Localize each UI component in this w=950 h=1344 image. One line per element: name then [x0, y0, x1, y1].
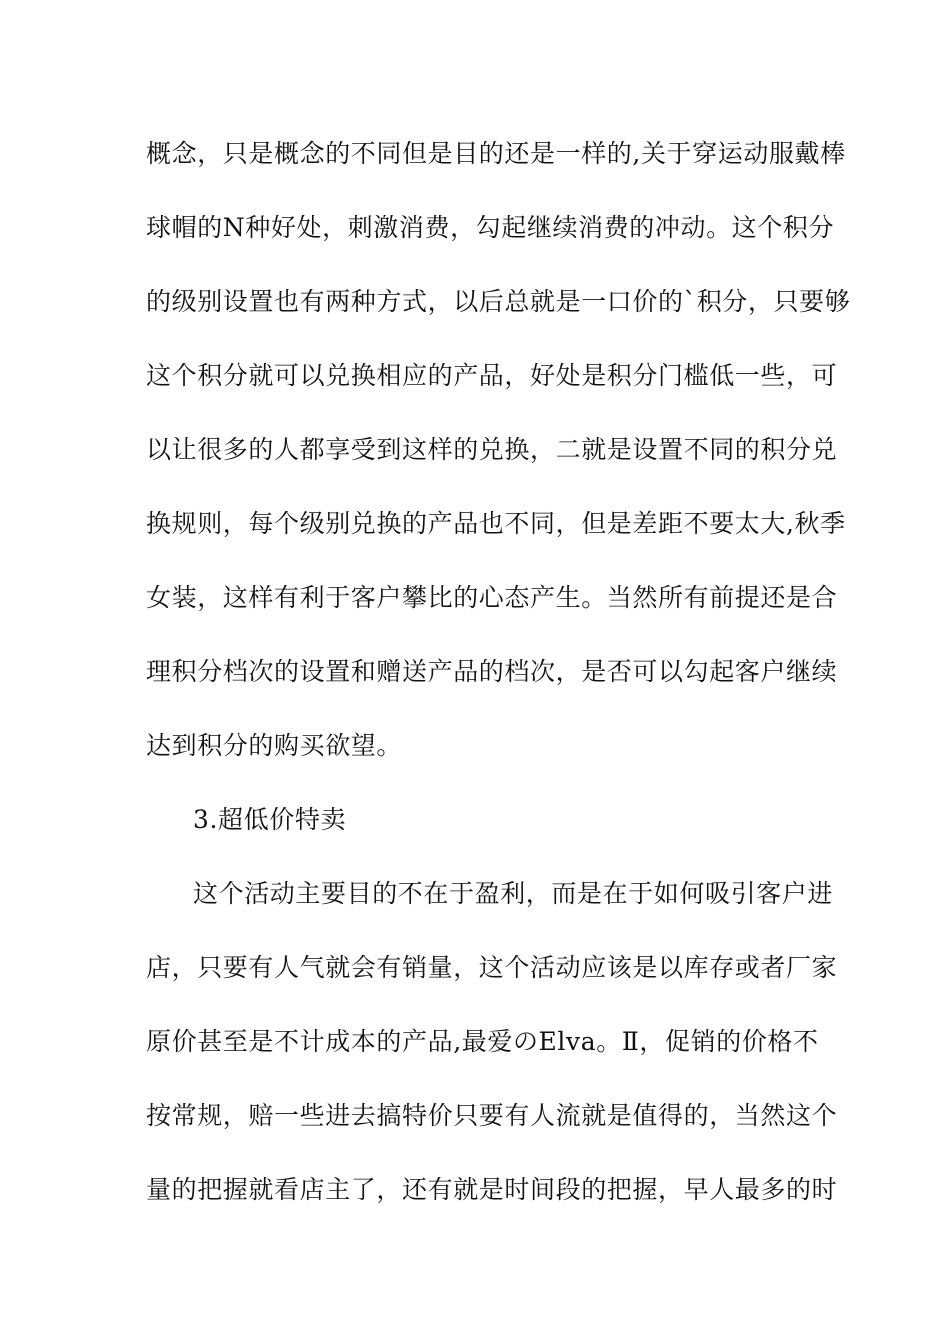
body-text-line: 球帽的N种好处，刺激消费，勾起继续消费的冲动。这个积分 [146, 213, 835, 242]
body-text-line: 概念，只是概念的不同但是目的还是一样的,关于穿运动服戴棒 [146, 139, 846, 168]
body-text-line: 达到积分的购买欲望。 [146, 731, 403, 760]
body-text-line: 这个活动主要目的不在于盈利，而是在于如何吸引客户进 [193, 879, 834, 908]
body-text-line: 量的把握就看店主了，还有就是时间段的把握，早人最多的时 [146, 1175, 838, 1204]
body-text-line: 换规则，每个级别兑换的产品也不同，但是差距不要太大,秋季 [146, 509, 846, 538]
body-text-line: 女装，这样有利于客户攀比的心态产生。当然所有前提还是合 [146, 583, 838, 612]
section-heading: 3.超低价特卖 [193, 805, 347, 834]
body-text-line: 按常规，赔一些进去搞特价只要有人流就是值得的，当然这个 [146, 1101, 838, 1130]
body-text-line: 原价甚至是不计成本的产品,最爱のElva。Ⅱ，促销的价格不 [146, 1027, 819, 1056]
body-text-line: 理积分档次的设置和赠送产品的档次，是否可以勾起客户继续 [146, 657, 838, 686]
body-text-line: 以让很多的人都享受到这样的兑换，二就是设置不同的积分兑 [146, 435, 838, 464]
body-text-line: 这个积分就可以兑换相应的产品，好处是积分门槛低一些，可 [146, 361, 838, 390]
body-text-line: 店，只要有人气就会有销量，这个活动应该是以库存或者厂家 [146, 953, 838, 982]
body-text-line: 的级别设置也有两种方式，以后总就是一口价的`积分，只要够 [146, 287, 851, 316]
